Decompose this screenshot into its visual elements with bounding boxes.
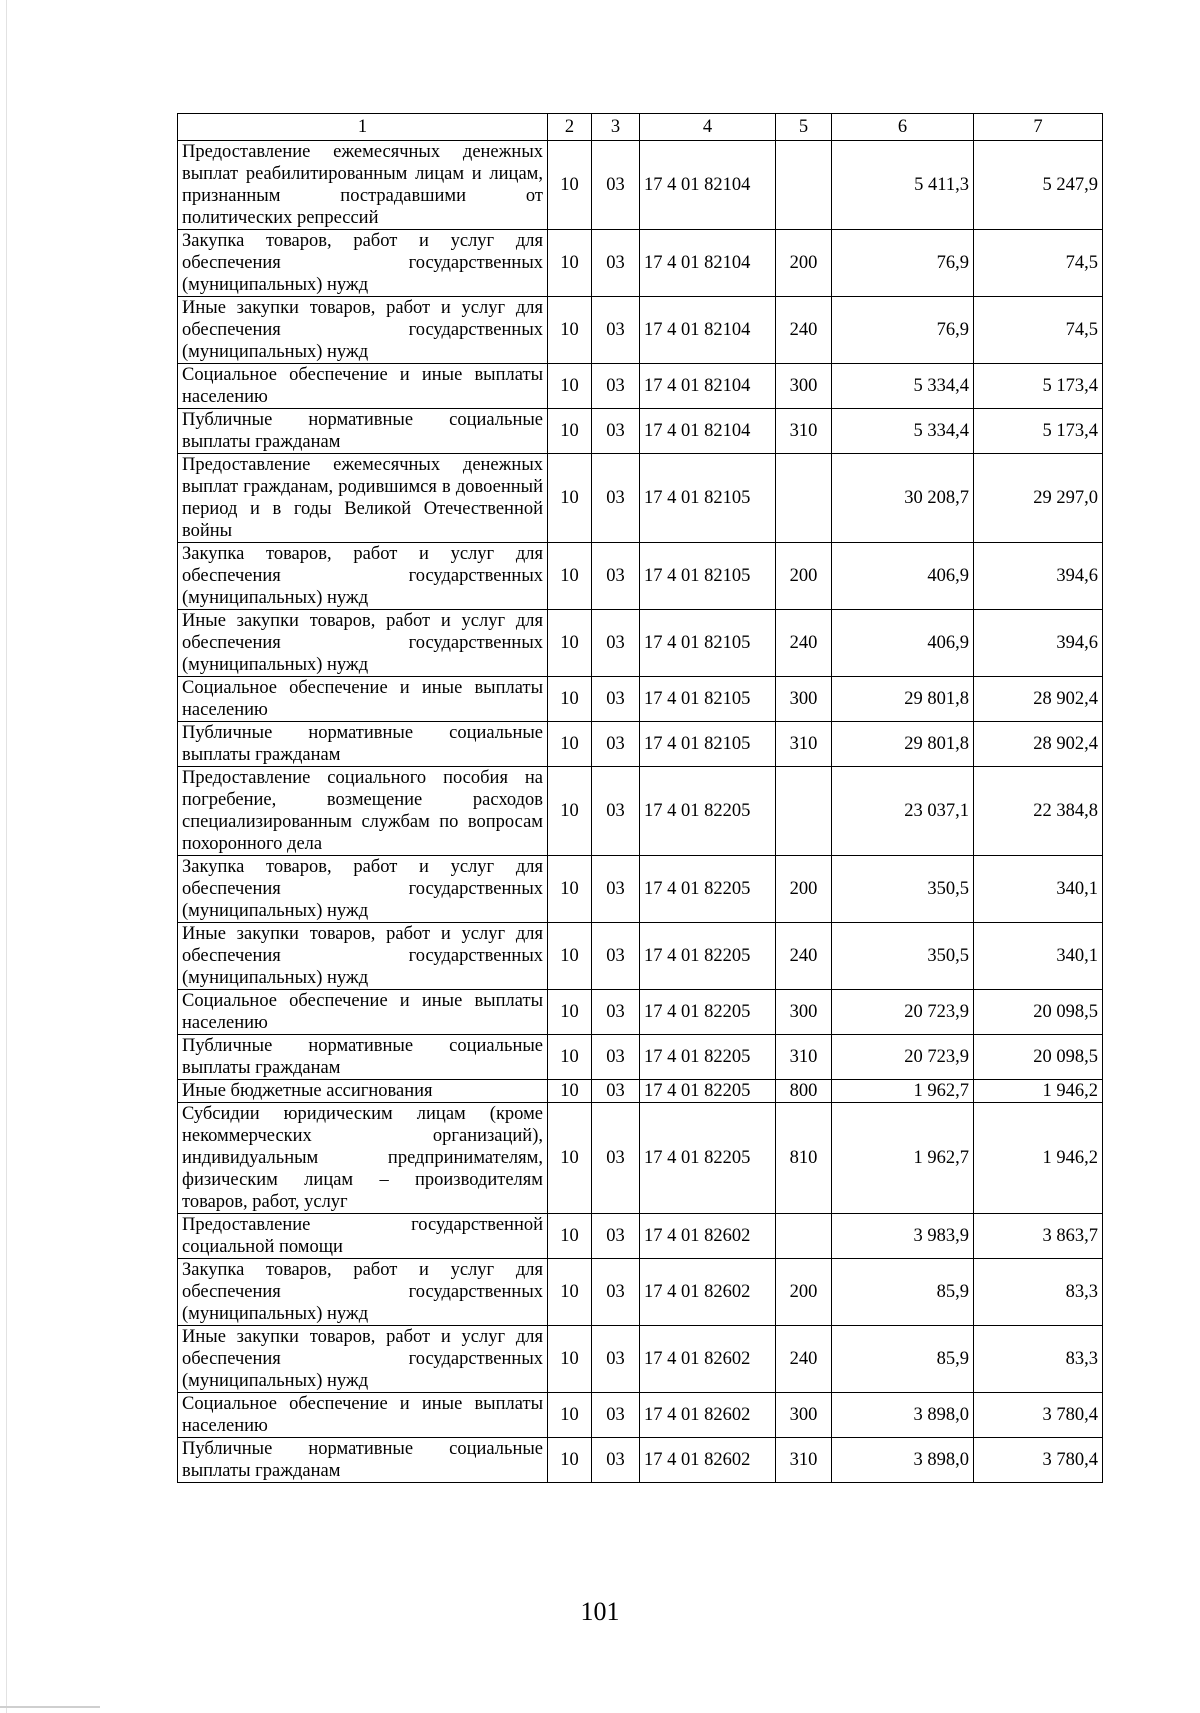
table-row [178, 543, 1103, 610]
row-target-article-cell: 17 4 01 82205 [640, 990, 776, 1035]
header-cell-5: 5 [776, 114, 832, 141]
row-expense-type-cell: 310 [776, 1035, 832, 1080]
row-amount-1-cell: 85,9 [832, 1326, 974, 1393]
row-name-cell: Публичные нормативные социальные выплаты гражданам [178, 409, 548, 454]
row-amount-2-cell: 28 902,4 [974, 677, 1103, 722]
table-header-row [178, 114, 1103, 141]
row-expense-type-cell: 310 [776, 409, 832, 454]
row-expense-type-cell: 240 [776, 1326, 832, 1393]
table-row [178, 767, 1103, 856]
row-subsection-cell: 03 [592, 409, 640, 454]
row-amount-2-cell: 3 780,4 [974, 1438, 1103, 1483]
row-name-cell: Закупка товаров, работ и услуг для обеспечения государственных (муниципальных) нужд [178, 543, 548, 610]
row-target-article-cell: 17 4 01 82205 [640, 1080, 776, 1103]
row-name-cell: Предоставление социального пособия на погребение, возмещение расходов специализированным службам по вопросам похоронного дела [178, 767, 548, 856]
row-expense-type-cell: 240 [776, 297, 832, 364]
row-section-cell: 10 [548, 1438, 592, 1483]
row-amount-2-cell: 74,5 [974, 297, 1103, 364]
row-amount-1-cell: 1 962,7 [832, 1103, 974, 1214]
row-target-article-cell: 17 4 01 82105 [640, 722, 776, 767]
table-row [178, 364, 1103, 409]
row-expense-type-cell [776, 454, 832, 543]
row-subsection-cell: 03 [592, 1393, 640, 1438]
scan-edge-line [6, 0, 7, 1713]
row-expense-type-cell: 300 [776, 677, 832, 722]
row-amount-2-cell: 74,5 [974, 230, 1103, 297]
table-row [178, 722, 1103, 767]
table-row [178, 610, 1103, 677]
row-name-cell: Социальное обеспечение и иные выплаты населению [178, 364, 548, 409]
scan-footer-mark [0, 1706, 100, 1708]
row-name-cell: Иные бюджетные ассигнования [178, 1080, 548, 1103]
table-row [178, 230, 1103, 297]
row-subsection-cell: 03 [592, 990, 640, 1035]
row-subsection-cell: 03 [592, 364, 640, 409]
table-row [178, 1393, 1103, 1438]
row-section-cell: 10 [548, 1326, 592, 1393]
row-subsection-cell: 03 [592, 677, 640, 722]
row-amount-1-cell: 350,5 [832, 923, 974, 990]
row-target-article-cell: 17 4 01 82602 [640, 1259, 776, 1326]
header-cell-7: 7 [974, 114, 1103, 141]
row-expense-type-cell: 200 [776, 856, 832, 923]
row-amount-1-cell: 3 898,0 [832, 1393, 974, 1438]
row-amount-1-cell: 23 037,1 [832, 767, 974, 856]
row-target-article-cell: 17 4 01 82205 [640, 1103, 776, 1214]
row-amount-2-cell: 5 173,4 [974, 364, 1103, 409]
row-target-article-cell: 17 4 01 82105 [640, 454, 776, 543]
row-section-cell: 10 [548, 543, 592, 610]
row-amount-1-cell: 5 411,3 [832, 141, 974, 230]
row-subsection-cell: 03 [592, 454, 640, 543]
row-expense-type-cell: 300 [776, 990, 832, 1035]
page-number: 101 [580, 1597, 620, 1626]
header-cell-1: 1 [178, 114, 548, 141]
row-section-cell: 10 [548, 923, 592, 990]
row-name-cell: Публичные нормативные социальные выплаты гражданам [178, 722, 548, 767]
row-section-cell: 10 [548, 990, 592, 1035]
row-expense-type-cell: 310 [776, 1438, 832, 1483]
row-name-cell: Предоставление ежемесячных денежных выплат гражданам, родившимся в довоенный период и в годы Великой Отечественной войны [178, 454, 548, 543]
row-section-cell: 10 [548, 856, 592, 923]
row-amount-2-cell: 83,3 [974, 1326, 1103, 1393]
row-amount-2-cell: 3 863,7 [974, 1214, 1103, 1259]
row-amount-1-cell: 76,9 [832, 230, 974, 297]
row-section-cell: 10 [548, 1103, 592, 1214]
row-amount-1-cell: 5 334,4 [832, 409, 974, 454]
row-expense-type-cell [776, 1214, 832, 1259]
row-name-cell: Социальное обеспечение и иные выплаты населению [178, 677, 548, 722]
row-expense-type-cell: 300 [776, 364, 832, 409]
row-amount-1-cell: 85,9 [832, 1259, 974, 1326]
table-row [178, 454, 1103, 543]
row-subsection-cell: 03 [592, 297, 640, 364]
row-amount-2-cell: 1 946,2 [974, 1103, 1103, 1214]
row-subsection-cell: 03 [592, 1214, 640, 1259]
row-name-cell: Иные закупки товаров, работ и услуг для обеспечения государственных (муниципальных) нужд [178, 923, 548, 990]
row-subsection-cell: 03 [592, 722, 640, 767]
row-name-cell: Иные закупки товаров, работ и услуг для обеспечения государственных (муниципальных) нужд [178, 1326, 548, 1393]
table-row [178, 1438, 1103, 1483]
row-name-cell: Социальное обеспечение и иные выплаты населению [178, 990, 548, 1035]
table-row [178, 1326, 1103, 1393]
table-row [178, 923, 1103, 990]
row-amount-1-cell: 1 962,7 [832, 1080, 974, 1103]
row-name-cell: Закупка товаров, работ и услуг для обеспечения государственных (муниципальных) нужд [178, 230, 548, 297]
row-expense-type-cell [776, 141, 832, 230]
row-expense-type-cell: 300 [776, 1393, 832, 1438]
row-name-cell: Социальное обеспечение и иные выплаты населению [178, 1393, 548, 1438]
row-target-article-cell: 17 4 01 82205 [640, 923, 776, 990]
row-subsection-cell: 03 [592, 767, 640, 856]
row-expense-type-cell: 240 [776, 610, 832, 677]
row-section-cell: 10 [548, 1080, 592, 1103]
row-subsection-cell: 03 [592, 923, 640, 990]
row-subsection-cell: 03 [592, 856, 640, 923]
row-section-cell: 10 [548, 141, 592, 230]
header-cell-3: 3 [592, 114, 640, 141]
row-subsection-cell: 03 [592, 543, 640, 610]
header-cell-6: 6 [832, 114, 974, 141]
table-body [178, 114, 1103, 1483]
row-subsection-cell: 03 [592, 1438, 640, 1483]
row-amount-2-cell: 22 384,8 [974, 767, 1103, 856]
row-amount-2-cell: 1 946,2 [974, 1080, 1103, 1103]
row-amount-1-cell: 3 983,9 [832, 1214, 974, 1259]
row-amount-1-cell: 20 723,9 [832, 1035, 974, 1080]
row-section-cell: 10 [548, 677, 592, 722]
row-amount-2-cell: 394,6 [974, 610, 1103, 677]
budget-table [177, 113, 1103, 1483]
row-amount-2-cell: 340,1 [974, 923, 1103, 990]
table-row [178, 1214, 1103, 1259]
table-row [178, 1080, 1103, 1103]
row-expense-type-cell: 310 [776, 722, 832, 767]
row-subsection-cell: 03 [592, 1035, 640, 1080]
row-name-cell: Публичные нормативные социальные выплаты гражданам [178, 1035, 548, 1080]
row-amount-2-cell: 83,3 [974, 1259, 1103, 1326]
row-subsection-cell: 03 [592, 1326, 640, 1393]
table-row [178, 141, 1103, 230]
row-name-cell: Субсидии юридическим лицам (кроме некоммерческих организаций), индивидуальным предпринимателям, физическим лицам – производителям товаров, работ, услуг [178, 1103, 548, 1214]
row-name-cell: Закупка товаров, работ и услуг для обеспечения государственных (муниципальных) нужд [178, 856, 548, 923]
row-amount-2-cell: 20 098,5 [974, 1035, 1103, 1080]
row-target-article-cell: 17 4 01 82602 [640, 1438, 776, 1483]
row-target-article-cell: 17 4 01 82105 [640, 543, 776, 610]
row-expense-type-cell: 810 [776, 1103, 832, 1214]
row-expense-type-cell: 800 [776, 1080, 832, 1103]
row-target-article-cell: 17 4 01 82205 [640, 1035, 776, 1080]
row-section-cell: 10 [548, 409, 592, 454]
row-expense-type-cell: 200 [776, 230, 832, 297]
row-target-article-cell: 17 4 01 82205 [640, 856, 776, 923]
table-row [178, 1103, 1103, 1214]
row-amount-1-cell: 29 801,8 [832, 722, 974, 767]
row-amount-2-cell: 3 780,4 [974, 1393, 1103, 1438]
row-name-cell: Предоставление ежемесячных денежных выплат реабилитированным лицам и лицам, признанным пострадавшими от политических репрессий [178, 141, 548, 230]
row-target-article-cell: 17 4 01 82104 [640, 409, 776, 454]
row-amount-2-cell: 5 247,9 [974, 141, 1103, 230]
row-amount-2-cell: 5 173,4 [974, 409, 1103, 454]
row-target-article-cell: 17 4 01 82104 [640, 364, 776, 409]
row-amount-1-cell: 350,5 [832, 856, 974, 923]
row-target-article-cell: 17 4 01 82602 [640, 1326, 776, 1393]
row-amount-1-cell: 5 334,4 [832, 364, 974, 409]
row-section-cell: 10 [548, 722, 592, 767]
row-amount-2-cell: 394,6 [974, 543, 1103, 610]
row-section-cell: 10 [548, 1035, 592, 1080]
header-cell-4: 4 [640, 114, 776, 141]
row-amount-2-cell: 340,1 [974, 856, 1103, 923]
row-amount-2-cell: 28 902,4 [974, 722, 1103, 767]
row-subsection-cell: 03 [592, 141, 640, 230]
row-name-cell: Закупка товаров, работ и услуг для обеспечения государственных (муниципальных) нужд [178, 1259, 548, 1326]
row-name-cell: Предоставление государственной социальной помощи [178, 1214, 548, 1259]
row-target-article-cell: 17 4 01 82602 [640, 1214, 776, 1259]
row-amount-1-cell: 406,9 [832, 543, 974, 610]
row-section-cell: 10 [548, 454, 592, 543]
row-section-cell: 10 [548, 1214, 592, 1259]
row-target-article-cell: 17 4 01 82104 [640, 141, 776, 230]
row-expense-type-cell: 240 [776, 923, 832, 990]
row-subsection-cell: 03 [592, 1080, 640, 1103]
row-amount-2-cell: 20 098,5 [974, 990, 1103, 1035]
row-subsection-cell: 03 [592, 230, 640, 297]
row-section-cell: 10 [548, 230, 592, 297]
row-expense-type-cell: 200 [776, 1259, 832, 1326]
row-target-article-cell: 17 4 01 82205 [640, 767, 776, 856]
table-row [178, 1035, 1103, 1080]
row-section-cell: 10 [548, 1393, 592, 1438]
row-section-cell: 10 [548, 610, 592, 677]
row-name-cell: Иные закупки товаров, работ и услуг для обеспечения государственных (муниципальных) нужд [178, 297, 548, 364]
row-target-article-cell: 17 4 01 82104 [640, 297, 776, 364]
row-amount-1-cell: 30 208,7 [832, 454, 974, 543]
row-name-cell: Публичные нормативные социальные выплаты гражданам [178, 1438, 548, 1483]
table-row [178, 1259, 1103, 1326]
table-row [178, 856, 1103, 923]
row-section-cell: 10 [548, 1259, 592, 1326]
row-target-article-cell: 17 4 01 82602 [640, 1393, 776, 1438]
row-amount-1-cell: 20 723,9 [832, 990, 974, 1035]
row-amount-1-cell: 406,9 [832, 610, 974, 677]
row-subsection-cell: 03 [592, 610, 640, 677]
row-amount-2-cell: 29 297,0 [974, 454, 1103, 543]
row-amount-1-cell: 29 801,8 [832, 677, 974, 722]
row-target-article-cell: 17 4 01 82104 [640, 230, 776, 297]
table-row [178, 677, 1103, 722]
table-row [178, 297, 1103, 364]
row-amount-1-cell: 3 898,0 [832, 1438, 974, 1483]
row-expense-type-cell [776, 767, 832, 856]
row-amount-1-cell: 76,9 [832, 297, 974, 364]
row-section-cell: 10 [548, 364, 592, 409]
row-section-cell: 10 [548, 297, 592, 364]
row-section-cell: 10 [548, 767, 592, 856]
row-target-article-cell: 17 4 01 82105 [640, 677, 776, 722]
header-cell-2: 2 [548, 114, 592, 141]
row-target-article-cell: 17 4 01 82105 [640, 610, 776, 677]
row-expense-type-cell: 200 [776, 543, 832, 610]
row-subsection-cell: 03 [592, 1259, 640, 1326]
table-row [178, 409, 1103, 454]
table-row [178, 990, 1103, 1035]
row-subsection-cell: 03 [592, 1103, 640, 1214]
row-name-cell: Иные закупки товаров, работ и услуг для обеспечения государственных (муниципальных) нужд [178, 610, 548, 677]
